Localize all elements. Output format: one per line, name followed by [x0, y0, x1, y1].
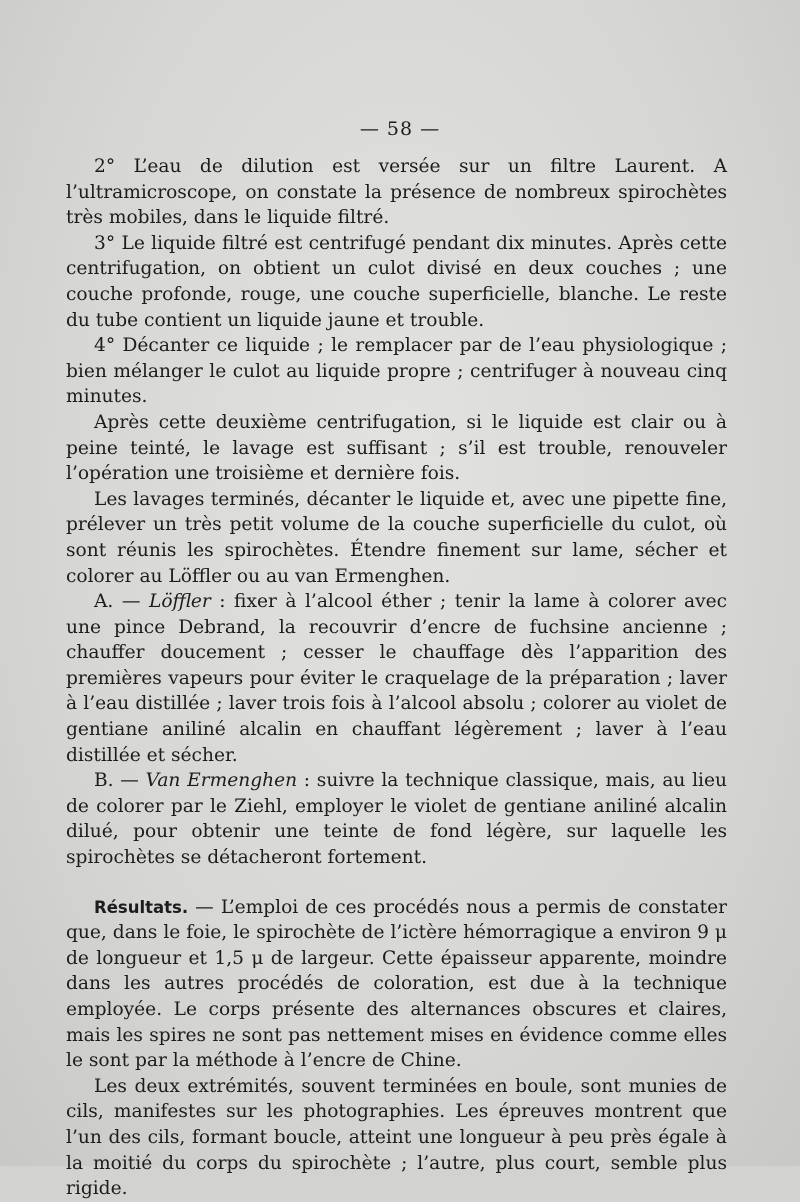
paragraph-second-centrifugation: Après cette deuxième centrifugation, si le liquide est clair ou à peine teinté, le lavage est suffisant ; s’il est trouble, renouveler l’opération une troisième et dernière fois.: [66, 411, 727, 485]
method-a-label: Löffler: [148, 591, 211, 613]
method-b-label: Van Ermenghen: [145, 770, 298, 792]
page-number: — 58 —: [359, 118, 441, 140]
paragraph-step-4: 4° Décanter ce liquide ; le remplacer par de l’eau physiologique ; bien mélanger le culot au liquide propre ; centrifuger à nouveau cinq minutes.: [66, 335, 727, 408]
paragraph-washing-done: Les lavages terminés, décanter le liquide et, avec une pipette fine, prélever un très petit volume de la couche superficielle du culot, où sont réunis les spirochètes. Étendre finement sur lame, sécher et colorer au Löffler ou au van Ermenghen.: [66, 488, 727, 587]
paragraph-method-a: [66, 589, 727, 768]
results-text: — L’emploi de ces procédés nous a permis de constater que, dans le foie, le spirochète de l’ictère hémorragique a environ 9 μ de longueur et 1,5 μ de largeur. Cette épaisseur apparente, moindre dans les autres procédés de coloration, est due à la technique employée. Le corps présente des alternances obscures et claires, mais les spires ne sont pas nettement mises en évidence comme elles le sont par la méthode à l’encre de Chine.: [66, 896, 727, 1072]
method-b-lead: B. —: [94, 770, 146, 792]
method-b-text: : suivre la technique classique, mais, au lieu de colorer par le Ziehl, employer le violet de gentiane aniliné alcalin dilué, pour obtenir une teinte de fond légère, sur laquelle les spirochètes se détacheront fortement.: [66, 770, 727, 869]
results-heading: Résultats.: [94, 897, 189, 917]
paragraph-step-2: 2° L’eau de dilution est versée sur un filtre Laurent. A l’ultramicroscope, on constate la présence de nombreux spirochètes très mobiles, dans le liquide filtré.: [66, 156, 727, 229]
paragraph-step-3: 3° Le liquide filtré est centrifugé pendant dix minutes. Après cette centrifugation, on obtient un culot divisé en deux couches ; une couche profonde, rouge, une couche superficielle, blanche. Le reste du tube contient un liquide jaune et trouble.: [66, 232, 727, 331]
method-a-text: : fixer à l’alcool éther ; tenir la lame à colorer avec une pince Debrand, la recouvrir d’encre de fuchsine ancienne ; chauffer doucement ; cesser le chauffage dès l’apparition des premières vapeurs pour éviter le craquelage de la préparation ; laver à l’eau distillée ; laver trois fois à l’alcool absolu ; colorer au violet de gentiane aniliné alcalin en chauffant légèrement ; laver à l’eau distillée et sécher.: [66, 591, 727, 766]
body-text: [66, 154, 727, 1202]
paragraph-method-b: [66, 768, 727, 870]
method-a-lead: A. —: [94, 591, 149, 613]
paragraph-results: [66, 895, 727, 1074]
paragraph-extremities: Les deux extrémités, souvent terminées en boule, sont munies de cils, manifestes sur les photographies. Les épreuves montrent que l’un des cils, formant boucle, atteint une longueur à peu près égale à la moitié du corps du spirochète ; l’autre, plus court, semble plus rigide.: [66, 1075, 727, 1200]
